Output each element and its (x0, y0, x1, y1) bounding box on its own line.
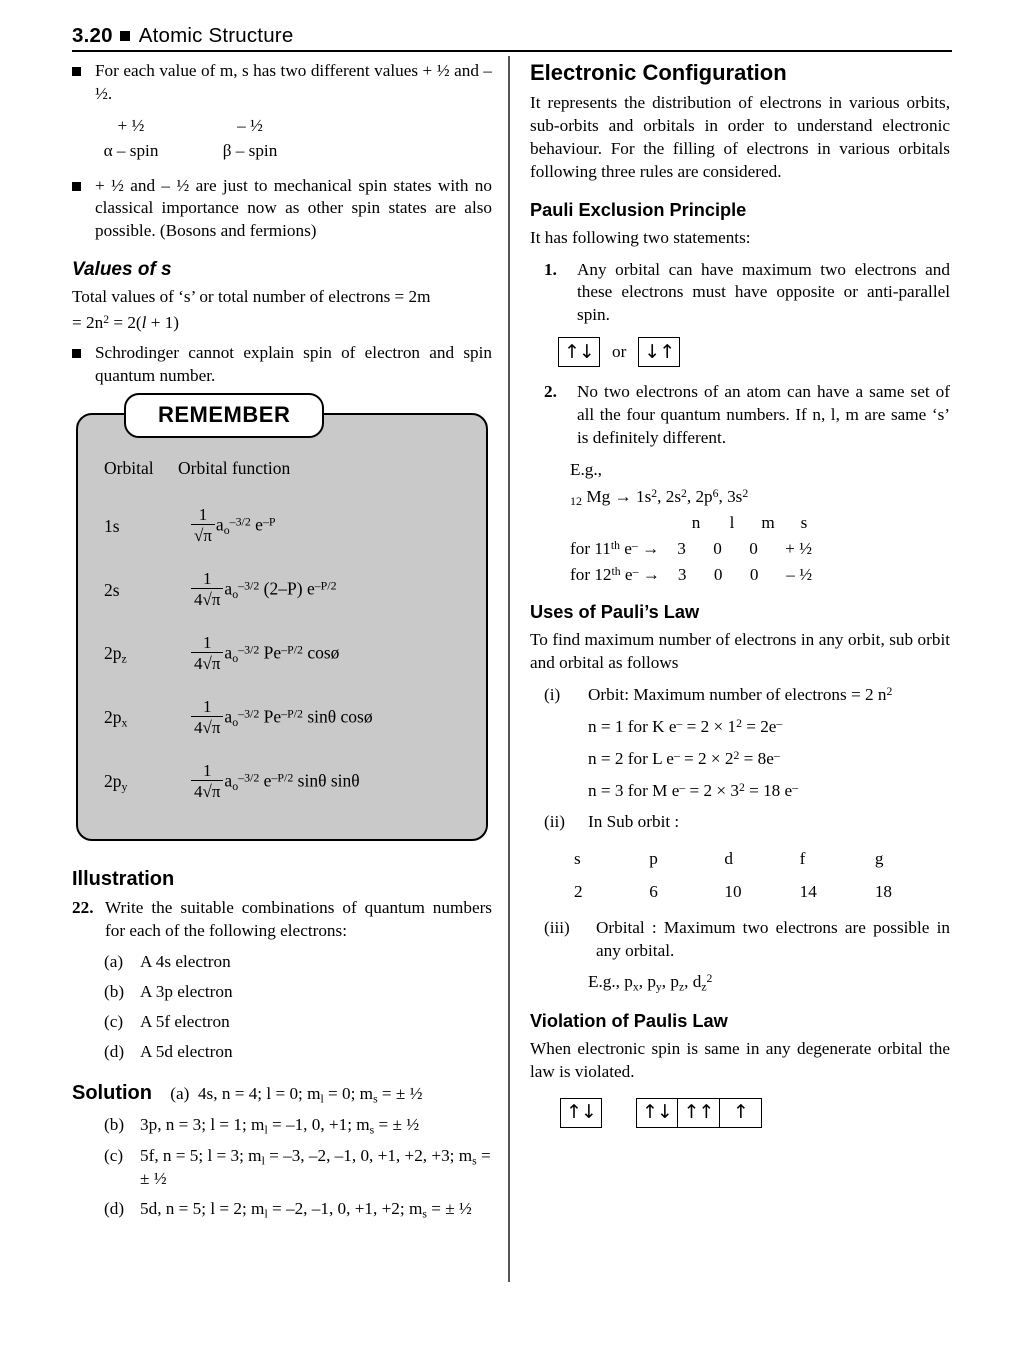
a-sub: o (232, 587, 239, 602)
option-label: (b) (104, 982, 125, 1002)
denominator: 4√π (191, 780, 223, 802)
orbital-box-2: ↑↑ (678, 1098, 720, 1128)
option-item (104, 981, 492, 1004)
fraction (191, 506, 215, 545)
mg-configuration: $_{12}$ $Mg \to 1s^2$, $2s^2$, $2p^6$, $3s^2$ (570, 486, 749, 508)
solution-sub2: s (373, 1092, 378, 1106)
solution-body (140, 1199, 472, 1221)
option-text: A 4s electron (140, 952, 231, 972)
remember-row (92, 755, 472, 811)
orbital-sub: x (121, 715, 128, 730)
solution-block (72, 1080, 492, 1107)
orbit-line-l: n = 2 for L $e^- = 2 \times 2^2 = 8e^-$ (588, 748, 780, 768)
remember-tab-label: REMEMBER (124, 393, 324, 437)
electron-12-row: for 12th e– → 3 0 0 – ½ (570, 564, 950, 587)
a-sup: –3/2 (229, 514, 251, 529)
option-item (104, 951, 492, 974)
eg-label: E.g., (570, 459, 602, 479)
sub: z (678, 980, 685, 994)
electron-11-row: for 11th e– → 3 0 0 + ½ (570, 538, 950, 561)
bullet-item (72, 60, 492, 106)
item-text: In Sub orbit : (588, 812, 680, 832)
solution-sub: l (264, 1207, 268, 1221)
denominator: 4√π (191, 588, 223, 610)
suborbit-letter-p: p (649, 849, 658, 869)
minus-sign: – (773, 748, 780, 762)
a-term: a (224, 578, 233, 599)
solution-body (140, 1146, 491, 1189)
tail: sinθ cosø (302, 706, 373, 727)
heading-electronic-configuration: Electronic Configuration (530, 60, 787, 85)
l2-sup: 2 (103, 312, 110, 326)
numerator: 1 (202, 632, 212, 652)
denominator: 4√π (191, 652, 223, 674)
remember-box-wrapper (76, 402, 488, 840)
option-label: (a) (104, 952, 124, 972)
suborbit-letter-s: s (574, 849, 581, 869)
s-value: + ½ (785, 538, 812, 558)
orbital-name (92, 515, 190, 538)
minus-sign: – (673, 748, 680, 762)
a-term: a (224, 770, 233, 791)
tail: e (302, 578, 315, 599)
m-value: 0 (749, 564, 759, 584)
a-sup: –3/2 (238, 770, 260, 785)
col-header-orbital-function: Orbital function (178, 458, 291, 479)
uses-body: To find maximum number of electrons in any orbit, sub orbit and orbital as follows (530, 630, 950, 673)
solution-sub: l (261, 1153, 265, 1167)
denominator: 4√π (191, 716, 223, 738)
n-value: 3 (677, 538, 686, 558)
orbital-function (190, 760, 360, 802)
header-l: l (729, 512, 735, 532)
tail-sup: –P/2 (314, 578, 337, 593)
orbital-label: 2p (104, 707, 122, 728)
question-text: Write the suitable combinations of quantum numbers for each of the following electrons: (105, 897, 492, 940)
a-sub: o (223, 523, 230, 538)
m-value: 0 (749, 538, 758, 558)
bullet-text: For each value of m, s has two different values + ½ and – ½. (95, 61, 492, 103)
orbital-label: 2s (104, 580, 120, 601)
option-text: A 5d electron (140, 1042, 233, 1062)
values-of-s-line1: Total values of ‘s’ or total number of electrons = 2m (72, 286, 431, 306)
alpha-spin-label: α – spin (103, 140, 159, 160)
option-label: (c) (104, 1012, 124, 1032)
item-text: Orbit: Maximum number of electrons = 2 $n^2$ (588, 684, 893, 704)
solution-label: (a) (170, 1083, 190, 1103)
solution-sub: l (320, 1092, 324, 1106)
header-m: m (761, 512, 775, 532)
a-sub: o (232, 651, 239, 666)
uses-item-i (544, 684, 950, 707)
col-header-orbital: Orbital (104, 458, 154, 479)
spin-minus-half: – ½ (237, 115, 263, 135)
spin-values-table (72, 115, 492, 163)
mid-sup: –P/2 (281, 642, 303, 657)
orbital-label: 1s (104, 516, 120, 537)
remember-row (92, 691, 472, 747)
solution-sub2: s (472, 1153, 477, 1167)
mid: Pe (259, 642, 282, 663)
suborbit-letter-f: f (799, 849, 806, 869)
orbital-function (190, 696, 373, 738)
or-label: or (612, 341, 627, 361)
mid-sup: –P/2 (271, 770, 294, 785)
orbital-examples: E.g., $p_x$, $p_y$, $p_z$, $d_z^2$ (588, 972, 713, 994)
orbital-box-3: ↑ (720, 1098, 762, 1128)
numerator: 1 (202, 696, 212, 716)
orbital-label: 2p (104, 771, 122, 792)
suborbit-count-d: 10 (724, 882, 742, 902)
values-of-s-line2 (72, 312, 492, 335)
tail: sinθ sinθ (293, 770, 360, 791)
solution-text: 4s, n = 4; l = 0; m (197, 1083, 321, 1103)
numerator: 1 (198, 504, 208, 524)
a-sup: –3/2 (238, 578, 260, 593)
solution-item-d (104, 1198, 492, 1222)
pauli-statement-1 (544, 259, 950, 328)
heading-values-of-s: Values of s (72, 259, 172, 281)
sup: 2 (706, 972, 713, 986)
remember-row (92, 499, 472, 555)
remember-table-header (104, 457, 472, 480)
a-sup: –3/2 (238, 642, 260, 657)
solution-sub2: s (369, 1123, 375, 1137)
sup: 2 (738, 780, 745, 794)
sub-orbit-letters-row (574, 843, 950, 876)
sup: 2 (651, 486, 658, 500)
option-item (104, 1041, 492, 1064)
solution-rest: = 0; m (323, 1083, 374, 1103)
heading-violation-of-paulis-law: Violation of Paulis Law (530, 1011, 728, 1032)
spin-values-row (72, 115, 492, 138)
a-term: a (224, 706, 233, 727)
suborbit-letter-d: d (724, 849, 733, 869)
solution-sub2: s (422, 1207, 427, 1221)
violation-diagram (560, 1098, 950, 1128)
item-label: (iii) (544, 917, 570, 937)
option-text: A 3p electron (140, 982, 233, 1002)
solution-item-b (104, 1114, 492, 1138)
l2-mid: = 2( (109, 312, 142, 332)
column-divider (508, 56, 510, 1282)
tail-sup: –P (262, 514, 276, 529)
mid: Pe (259, 706, 282, 727)
fraction (191, 570, 223, 609)
suborbit-count-g: 18 (874, 882, 892, 902)
mid: e (259, 770, 272, 791)
a-sub: o (232, 779, 239, 794)
minus-sign: – (792, 780, 799, 794)
heading-pauli-exclusion: Pauli Exclusion Principle (530, 199, 747, 220)
statement-number: 1. (544, 259, 557, 279)
sub-orbit-counts-row (574, 876, 950, 909)
spin-names-row (72, 140, 492, 163)
remember-row (92, 627, 472, 683)
uses-item-ii (544, 811, 950, 834)
solution-rest: = –2, –1, 0, +1, +2; m (267, 1199, 423, 1219)
l2-post: + 1) (146, 312, 180, 332)
suborbit-letter-g: g (874, 849, 884, 869)
heading-uses-of-pauli: Uses of Pauli’s Law (530, 602, 700, 623)
numerator: 1 (202, 568, 212, 588)
beta-spin-label: β – spin (222, 140, 278, 160)
heading-solution: Solution (72, 1081, 152, 1104)
fraction (191, 762, 223, 801)
solution-item-c (104, 1145, 492, 1192)
ordinal-suffix: th (611, 564, 621, 578)
s-value: – ½ (786, 564, 813, 584)
orbital-sub: z (121, 651, 127, 666)
sup: 2 (886, 685, 893, 699)
bullet-text: + ½ and – ½ are just to mechanical spin states with no classical importance now as other spin states are also possible. (Bosons and fermions) (95, 175, 492, 241)
orbit-line-m: n = 3 for M $e^- = 2 \times 3^2 = 18$ e– (588, 780, 799, 800)
left-column (72, 60, 492, 1229)
orbital-name (92, 642, 190, 667)
solution-rest2: = ± ½ (426, 1199, 472, 1219)
quantum-number-headers (678, 512, 950, 535)
bullet-marker-icon (72, 349, 81, 358)
page-number: 3.20 (72, 24, 113, 47)
item-label: (i) (544, 684, 561, 704)
orbital-box-single: ↑↓ (560, 1098, 602, 1128)
statement-text: Any orbital can have maximum two electrons and these electrons must have opposite or anti-parallel spin. (577, 259, 950, 325)
orbital-name (92, 579, 190, 602)
orbital-name (92, 770, 190, 795)
header-s: s (800, 512, 808, 532)
minus-sign: – (676, 716, 683, 730)
option-text: A 5f electron (140, 1012, 230, 1032)
orbital-box-1: ↑↓ (636, 1098, 678, 1128)
solution-rest2: = ± ½ (377, 1083, 423, 1103)
tail: cosø (302, 642, 340, 663)
bullet-marker-icon (72, 182, 81, 191)
a-sup: –3/2 (238, 706, 260, 721)
numerator: 1 (202, 760, 212, 780)
minus-sign: – (632, 564, 639, 578)
minus-sign: – (679, 780, 686, 794)
sup: 2 (733, 748, 740, 762)
sub-orbit-table (574, 843, 950, 908)
item-text: Orbital : Maximum two electrons are possible in any orbital. (596, 917, 950, 960)
atomic-number: 12 (570, 493, 583, 508)
l-value: 0 (713, 538, 722, 558)
page-header (72, 24, 952, 48)
a-term: a (224, 642, 233, 663)
bullet-text: Schrodinger cannot explain spin of electron and spin quantum number. (95, 342, 492, 385)
square-bullet-icon (120, 31, 130, 41)
mid: (2–P) (259, 578, 303, 599)
l-value: 0 (713, 564, 723, 584)
uses-item-iii (544, 917, 950, 963)
bullet-item (72, 342, 492, 388)
sub: z (701, 980, 707, 994)
a-term: a (215, 514, 224, 535)
solution-rest: = –3, –2, –1, 0, +1, +2, +3; m (264, 1145, 473, 1165)
right-column (530, 60, 950, 1142)
solution-body (140, 1114, 420, 1137)
orbital-name (92, 706, 190, 731)
suborbit-count-f: 14 (799, 882, 817, 902)
suborbit-count-p: 6 (649, 882, 658, 902)
spin-plus-half: + ½ (117, 115, 145, 135)
orbital-box-up-down: ↑↓ (558, 337, 600, 367)
orbital-function (190, 504, 276, 546)
solution-item-a (170, 1083, 423, 1106)
sup: 6 (712, 486, 719, 500)
statement-text: No two electrons of an atom can have a same set of all the four quantum numbers. If n, l, m are same ‘s’ is definitely different. (577, 382, 950, 447)
denominator: √π (191, 524, 215, 546)
n-value: 3 (677, 564, 687, 584)
bullet-marker-icon (72, 67, 81, 76)
option-label: (d) (104, 1042, 125, 1062)
orbital-function (190, 568, 337, 610)
l2-ital: l (141, 312, 147, 332)
illustration-question (72, 897, 492, 943)
question-number: 22. (72, 897, 94, 917)
solution-label: (b) (104, 1114, 125, 1134)
sup: 2 (742, 486, 749, 500)
remember-box (76, 413, 488, 840)
header-n: n (691, 512, 701, 532)
item-label: (ii) (544, 812, 565, 832)
ordinal-suffix: th (610, 538, 620, 552)
solution-text: 5d, n = 5; l = 2; m (140, 1199, 265, 1219)
solution-rest2: = ± ½ (140, 1145, 491, 1189)
tail: e (250, 514, 263, 535)
solution-text: 3p, n = 3; l = 1; m (140, 1114, 265, 1134)
solution-rest: = –1, 0, +1; m (267, 1114, 370, 1134)
solution-sub: l (264, 1123, 268, 1137)
spin-pair-diagram (558, 337, 950, 367)
mid-sup: –P/2 (281, 706, 303, 721)
solution-text: 5f, n = 5; l = 3; m (140, 1145, 262, 1165)
orbital-sub: y (121, 779, 128, 794)
pauli-intro: It has following two statements: (530, 227, 751, 247)
solution-rest2: = ± ½ (374, 1114, 420, 1134)
sup: 2 (736, 716, 742, 730)
orbit-line-k: n = 1 for K $e^- = 2 \times 1^2 = 2e^-$ (588, 716, 783, 736)
l2-pre: = 2n (72, 312, 104, 332)
heading-illustration: Illustration (72, 867, 175, 890)
remember-row (92, 563, 472, 619)
suborbit-count-s: 2 (574, 882, 583, 902)
violation-body: When electronic spin is same in any degenerate orbital the law is violated. (530, 1039, 950, 1081)
chapter-title: Atomic Structure (138, 24, 294, 47)
statement-number: 2. (544, 382, 557, 402)
orbital-box-down-up: ↓↑ (638, 337, 680, 367)
minus-sign: – (776, 716, 783, 730)
fraction (191, 634, 223, 673)
a-sub: o (232, 715, 239, 730)
sup: 2 (681, 486, 687, 500)
orbital-function (190, 632, 340, 674)
solution-label: (c) (104, 1145, 124, 1165)
header-rule (72, 50, 952, 52)
sub: y (655, 980, 662, 994)
sub: x (632, 980, 639, 994)
bullet-item (72, 175, 492, 244)
solution-label: (d) (104, 1199, 125, 1219)
minus-sign: – (631, 538, 638, 552)
pauli-statement-2 (544, 381, 950, 450)
electronic-configuration-body: It represents the distribution of electrons in various orbits, sub-orbits and orbitals in order to understand electronic behaviour. For the filling of electrons in various orbitals following three rules are considered. (530, 93, 950, 182)
option-item (104, 1011, 492, 1034)
orbital-label: 2p (104, 643, 122, 664)
fraction (191, 698, 223, 737)
